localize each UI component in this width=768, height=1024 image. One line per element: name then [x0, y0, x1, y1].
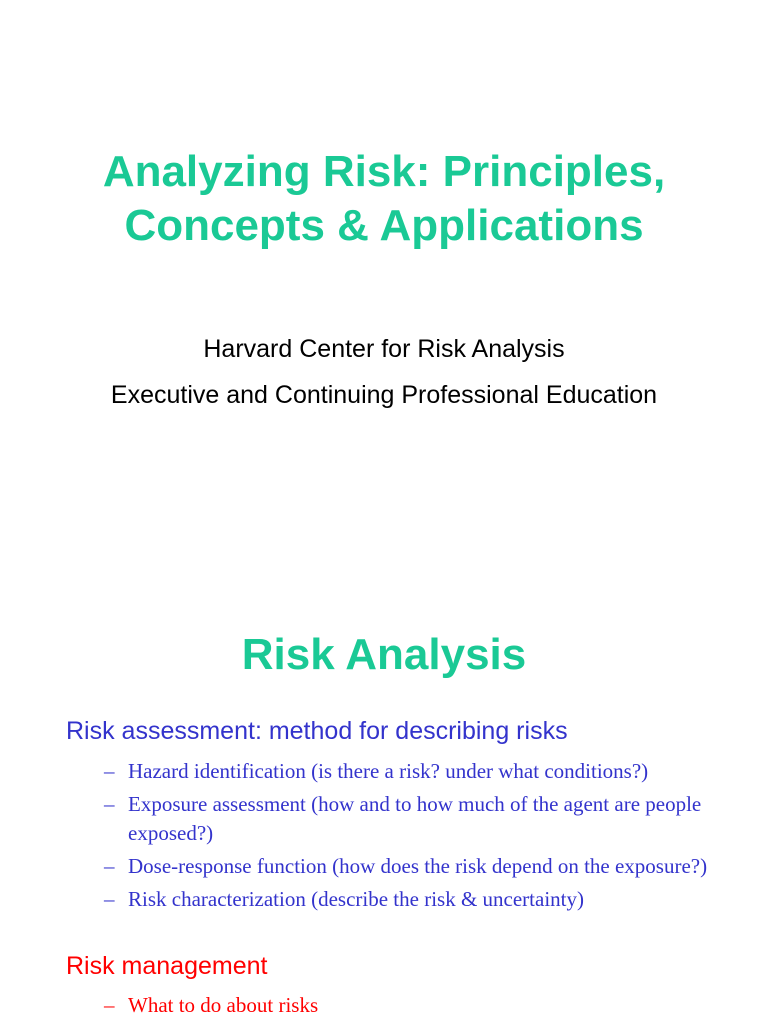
list-item: – Dose-response function (how does the risk depend on the exposure?)	[104, 852, 744, 881]
dash: –	[104, 993, 115, 1017]
risk-management-list	[104, 991, 744, 1024]
subtitle-organization: Harvard Center for Risk Analysis	[203, 335, 565, 363]
title-line-1: Analyzing Risk: Principles,	[102, 147, 666, 196]
list-item: – Risk characterization (describe the risk & uncertainty)	[104, 885, 744, 914]
subtitle-program: Executive and Continuing Professional Education	[110, 381, 658, 409]
title-line-2: Concepts & Applications	[124, 201, 644, 250]
dash: –	[104, 792, 115, 816]
list-item: – Exposure assessment (how and to how much of the agent are people exposed?)	[104, 792, 702, 845]
risk-assessment-heading: Risk assessment: method for describing risks	[66, 717, 568, 745]
dash: –	[104, 854, 115, 878]
risk-management-heading: Risk management	[66, 952, 268, 980]
slide-1-title	[0, 145, 768, 253]
list-item: – What to do about risks	[104, 991, 744, 1020]
dash: –	[104, 759, 115, 783]
slide-2-title: Risk Analysis	[241, 630, 527, 679]
dash: –	[104, 887, 115, 911]
list-item: – Hazard identification (is there a risk? under what conditions?)	[104, 757, 744, 786]
slide-2	[0, 512, 768, 1024]
risk-assessment-list	[104, 757, 744, 918]
